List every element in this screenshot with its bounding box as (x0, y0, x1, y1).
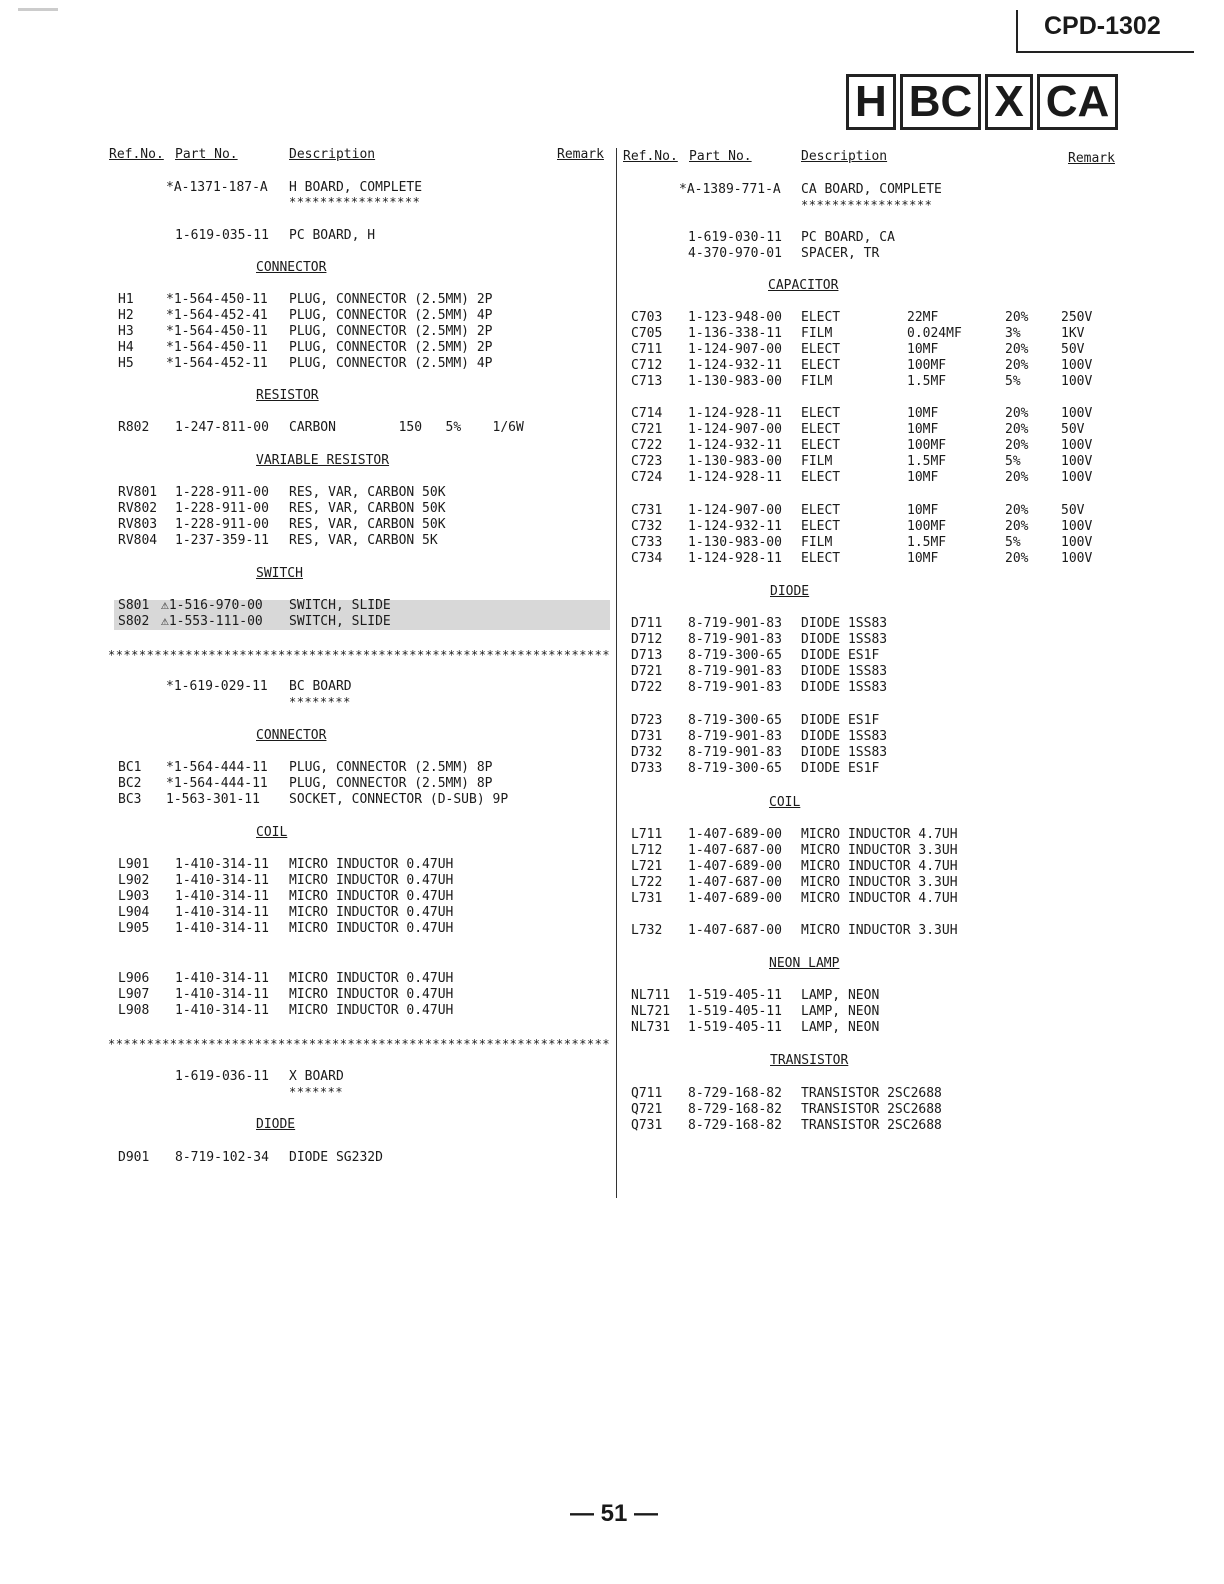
part-number: 1-130-983-00 (688, 454, 782, 469)
ref-number: Q731 (631, 1118, 663, 1133)
part-value: 10MF (907, 551, 939, 566)
part-description: MICRO INDUCTOR 0.47UH (289, 857, 454, 872)
section-title: CAPACITOR (768, 278, 839, 293)
ref-number: L904 (118, 905, 150, 920)
part-value: 10MF (907, 470, 939, 485)
part-voltage: 100V (1061, 535, 1093, 550)
ref-number: L722 (631, 875, 663, 890)
part-voltage: 250V (1061, 310, 1093, 325)
part-type: FILM (801, 374, 833, 389)
part-description: MICRO INDUCTOR 4.7UH (801, 827, 958, 842)
page-number: — 51 — (570, 1500, 659, 1527)
section-title: CONNECTOR (256, 728, 327, 743)
part-number: 1-410-314-11 (175, 987, 269, 1002)
part-type: ELECT (801, 358, 841, 373)
part-tolerance: 20% (1005, 358, 1029, 373)
title-stars: ***************** (289, 195, 421, 209)
part-value: 22MF (907, 310, 939, 325)
ref-number: L907 (118, 987, 150, 1002)
header-description: Description (289, 147, 376, 162)
board-index (846, 74, 1118, 130)
part-type: ELECT (801, 342, 841, 357)
part-description: MICRO INDUCTOR 0.47UH (289, 921, 454, 936)
part-number: 8-719-300-65 (688, 648, 782, 663)
part-number: 1-124-932-11 (688, 438, 782, 453)
part-tolerance: 5% (1005, 535, 1021, 550)
part-description: MICRO INDUCTOR 0.47UH (289, 971, 454, 986)
header-remark: Remark (1068, 151, 1115, 166)
part-description: PLUG, CONNECTOR (2.5MM) 8P (289, 776, 493, 791)
part-description: PLUG, CONNECTOR (2.5MM) 4P (289, 308, 493, 323)
part-voltage: 100V (1061, 406, 1093, 421)
part-number: 1-124-907-00 (688, 422, 782, 437)
ref-number: H1 (118, 292, 134, 307)
part-description: MICRO INDUCTOR 3.3UH (801, 923, 958, 938)
ref-number: NL721 (631, 1004, 671, 1019)
ref-number: Q721 (631, 1102, 663, 1117)
ref-number: D713 (631, 648, 663, 663)
part-tolerance: 20% (1005, 422, 1029, 437)
ref-number: C731 (631, 503, 663, 518)
model-number: CPD-1302 (1044, 12, 1161, 40)
part-number: 1-124-932-11 (688, 358, 782, 373)
ref-number: C703 (631, 310, 663, 325)
part-number: 1-407-687-00 (688, 875, 782, 890)
ref-number: NL731 (631, 1020, 671, 1035)
part-number: 1-407-689-00 (688, 859, 782, 874)
part-description: MICRO INDUCTOR 0.47UH (289, 987, 454, 1002)
ref-number: C705 (631, 326, 663, 341)
part-number: 1-410-314-11 (175, 971, 269, 986)
part-type: ELECT (801, 406, 841, 421)
ref-number: C712 (631, 358, 663, 373)
part-description: PLUG, CONNECTOR (2.5MM) 4P (289, 356, 493, 371)
part-value: 10MF (907, 503, 939, 518)
ref-number: L901 (118, 857, 150, 872)
ref-number: S802 (118, 614, 150, 629)
part-description: PLUG, CONNECTOR (2.5MM) 2P (289, 324, 493, 339)
ref-number: D723 (631, 713, 663, 728)
section-title: DIODE (256, 1117, 296, 1132)
ref-number: L731 (631, 891, 663, 906)
part-description: RES, VAR, CARBON 50K (289, 485, 446, 500)
ref-number: L908 (118, 1003, 150, 1018)
part-number: 1-123-948-00 (688, 310, 782, 325)
part-voltage: 100V (1061, 519, 1093, 534)
scan-mark (18, 8, 58, 11)
board-tag-bc: BC (900, 74, 982, 130)
part-number: 4-370-970-01 (688, 246, 782, 261)
part-description: DIODE ES1F (801, 713, 880, 728)
part-type: FILM (801, 326, 833, 341)
part-number: ⚠1-553-111-00 (161, 614, 263, 629)
part-voltage: 100V (1061, 374, 1093, 389)
part-tolerance: 20% (1005, 406, 1029, 421)
part-description: PC BOARD, H (289, 228, 376, 243)
part-description: MICRO INDUCTOR 0.47UH (289, 889, 454, 904)
part-number: *1-564-450-11 (166, 340, 268, 355)
part-number: 1-247-811-00 (175, 420, 269, 435)
part-description: SWITCH, SLIDE (289, 598, 391, 613)
header-ref: Ref.No. (109, 147, 164, 162)
part-description: SWITCH, SLIDE (289, 614, 391, 629)
part-value: 100MF (907, 438, 947, 453)
part-tolerance: 20% (1005, 310, 1029, 325)
ref-number: RV803 (118, 517, 158, 532)
part-number: 8-719-102-34 (175, 1150, 269, 1165)
part-voltage: 100V (1061, 470, 1093, 485)
part-description: LAMP, NEON (801, 1004, 880, 1019)
part-description: RES, VAR, CARBON 50K (289, 517, 446, 532)
part-type: ELECT (801, 503, 841, 518)
part-number: 1-410-314-11 (175, 873, 269, 888)
model-rule-vertical (1016, 10, 1018, 52)
ref-number: C724 (631, 470, 663, 485)
part-voltage: 100V (1061, 551, 1093, 566)
ref-number: R802 (118, 420, 150, 435)
part-type: ELECT (801, 422, 841, 437)
part-number: *1-564-452-41 (166, 308, 268, 323)
part-number: 8-729-168-82 (688, 1118, 782, 1133)
part-description: TRANSISTOR 2SC2688 (801, 1118, 942, 1133)
part-description: SOCKET, CONNECTOR (D-SUB) 9P (289, 792, 509, 807)
part-number: 1-519-405-11 (688, 1020, 782, 1035)
part-value: 100MF (907, 519, 947, 534)
part-number: *1-564-444-11 (166, 760, 268, 775)
ref-number: D712 (631, 632, 663, 647)
part-number: *A-1389-771-A (679, 182, 781, 197)
part-number: 1-228-911-00 (175, 485, 269, 500)
part-number: 8-719-901-83 (688, 616, 782, 631)
part-number: *A-1371-187-A (166, 180, 268, 195)
part-description: SPACER, TR (801, 246, 880, 261)
part-tolerance: 20% (1005, 503, 1029, 518)
part-number: 1-410-314-11 (175, 889, 269, 904)
part-description: DIODE 1SS83 (801, 616, 888, 631)
part-description: CARBON 150 5% 1/6W (289, 420, 524, 435)
section-title: COIL (256, 825, 288, 840)
part-type: ELECT (801, 438, 841, 453)
ref-number: H5 (118, 356, 134, 371)
ref-number: C714 (631, 406, 663, 421)
part-description: DIODE ES1F (801, 761, 880, 776)
ref-number: C734 (631, 551, 663, 566)
part-description: PLUG, CONNECTOR (2.5MM) 2P (289, 340, 493, 355)
part-number: 1-130-983-00 (688, 535, 782, 550)
part-description: LAMP, NEON (801, 988, 880, 1003)
header-description: Description (801, 149, 888, 164)
part-description: MICRO INDUCTOR 0.47UH (289, 1003, 454, 1018)
separator: ***************************************************************** (108, 1037, 611, 1051)
ref-number: D733 (631, 761, 663, 776)
ref-number: L721 (631, 859, 663, 874)
part-description: MICRO INDUCTOR 3.3UH (801, 843, 958, 858)
section-title: CONNECTOR (256, 260, 327, 275)
part-number: 1-563-301-11 (166, 792, 260, 807)
section-title: NEON LAMP (769, 956, 840, 971)
part-type: ELECT (801, 551, 841, 566)
part-value: 10MF (907, 406, 939, 421)
part-description: DIODE SG232D (289, 1150, 383, 1165)
part-type: ELECT (801, 519, 841, 534)
part-description: MICRO INDUCTOR 3.3UH (801, 875, 958, 890)
part-number: 1-407-687-00 (688, 923, 782, 938)
part-number: 8-719-901-83 (688, 632, 782, 647)
part-tolerance: 20% (1005, 519, 1029, 534)
ref-number: L905 (118, 921, 150, 936)
part-description: DIODE ES1F (801, 648, 880, 663)
part-number: 1-619-036-11 (175, 1069, 269, 1084)
part-description: MICRO INDUCTOR 4.7UH (801, 891, 958, 906)
part-voltage: 50V (1061, 342, 1085, 357)
board-title: X BOARD (289, 1069, 344, 1084)
part-number: 8-719-901-83 (688, 664, 782, 679)
title-stars: ******* (289, 1085, 344, 1099)
part-number: 1-410-314-11 (175, 1003, 269, 1018)
part-number: 1-136-338-11 (688, 326, 782, 341)
part-description: DIODE 1SS83 (801, 664, 888, 679)
ref-number: L903 (118, 889, 150, 904)
part-number: 1-228-911-00 (175, 517, 269, 532)
part-type: FILM (801, 454, 833, 469)
part-number: *1-619-029-11 (166, 679, 268, 694)
part-number: 1-407-689-00 (688, 827, 782, 842)
part-number: 1-410-314-11 (175, 921, 269, 936)
part-number: *1-564-452-11 (166, 356, 268, 371)
ref-number: C722 (631, 438, 663, 453)
part-description: PC BOARD, CA (801, 230, 895, 245)
part-number: 1-237-359-11 (175, 533, 269, 548)
header-part: Part No. (175, 147, 238, 162)
board-title: BC BOARD (289, 679, 352, 694)
part-number: 1-124-928-11 (688, 470, 782, 485)
part-number: 8-719-901-83 (688, 729, 782, 744)
part-description: LAMP, NEON (801, 1020, 880, 1035)
ref-number: L732 (631, 923, 663, 938)
ref-number: RV801 (118, 485, 158, 500)
part-number: 1-124-928-11 (688, 406, 782, 421)
part-number: *1-564-450-11 (166, 324, 268, 339)
ref-number: C713 (631, 374, 663, 389)
board-title: H BOARD, COMPLETE (289, 180, 423, 195)
part-number: 1-619-030-11 (688, 230, 782, 245)
part-value: 1.5MF (907, 454, 947, 469)
part-number: 8-719-901-83 (688, 680, 782, 695)
part-voltage: 100V (1061, 438, 1093, 453)
part-value: 10MF (907, 342, 939, 357)
part-number: *1-564-450-11 (166, 292, 268, 307)
ref-number: C721 (631, 422, 663, 437)
ref-number: D711 (631, 616, 663, 631)
part-type: ELECT (801, 470, 841, 485)
part-voltage: 100V (1061, 454, 1093, 469)
board-tag-ca: CA (1037, 74, 1119, 130)
part-description: PLUG, CONNECTOR (2.5MM) 8P (289, 760, 493, 775)
ref-number: S801 (118, 598, 150, 613)
part-description: RES, VAR, CARBON 5K (289, 533, 438, 548)
part-description: DIODE 1SS83 (801, 680, 888, 695)
separator: ***************************************************************** (108, 648, 611, 662)
part-type: ELECT (801, 310, 841, 325)
part-tolerance: 5% (1005, 374, 1021, 389)
part-voltage: 100V (1061, 358, 1093, 373)
part-number: 8-719-300-65 (688, 713, 782, 728)
ref-number: RV804 (118, 533, 158, 548)
part-number: 8-729-168-82 (688, 1102, 782, 1117)
title-stars: ******** (289, 695, 351, 709)
header-ref: Ref.No. (623, 149, 678, 164)
part-description: MICRO INDUCTOR 4.7UH (801, 859, 958, 874)
ref-number: NL711 (631, 988, 671, 1003)
ref-number: D732 (631, 745, 663, 760)
part-number: 8-719-901-83 (688, 745, 782, 760)
part-value: 1.5MF (907, 535, 947, 550)
ref-number: H4 (118, 340, 134, 355)
part-description: TRANSISTOR 2SC2688 (801, 1086, 942, 1101)
part-description: RES, VAR, CARBON 50K (289, 501, 446, 516)
model-rule-horizontal (1016, 51, 1194, 53)
ref-number: H2 (118, 308, 134, 323)
board-tag-x: X (985, 74, 1032, 130)
header-part: Part No. (689, 149, 752, 164)
part-description: PLUG, CONNECTOR (2.5MM) 2P (289, 292, 493, 307)
part-tolerance: 20% (1005, 470, 1029, 485)
header-remark: Remark (557, 147, 604, 162)
part-description: DIODE 1SS83 (801, 729, 888, 744)
part-number: 1-410-314-11 (175, 857, 269, 872)
section-title: RESISTOR (256, 388, 319, 403)
ref-number: C711 (631, 342, 663, 357)
part-value: 0.024MF (907, 326, 962, 341)
board-tag-h: H (846, 74, 896, 130)
part-number: 1-619-035-11 (175, 228, 269, 243)
section-title: DIODE (770, 584, 810, 599)
part-number: 1-410-314-11 (175, 905, 269, 920)
part-tolerance: 20% (1005, 342, 1029, 357)
ref-number: L712 (631, 843, 663, 858)
ref-number: D901 (118, 1150, 150, 1165)
part-number: 8-719-300-65 (688, 761, 782, 776)
part-voltage: 50V (1061, 422, 1085, 437)
part-number: 1-407-687-00 (688, 843, 782, 858)
part-value: 1.5MF (907, 374, 947, 389)
ref-number: C723 (631, 454, 663, 469)
part-voltage: 50V (1061, 503, 1085, 518)
board-title: CA BOARD, COMPLETE (801, 182, 942, 197)
part-number: ⚠1-516-970-00 (161, 598, 263, 613)
part-value: 10MF (907, 422, 939, 437)
part-number: 8-729-168-82 (688, 1086, 782, 1101)
ref-number: L902 (118, 873, 150, 888)
part-type: FILM (801, 535, 833, 550)
section-title: VARIABLE RESISTOR (256, 453, 390, 468)
part-number: *1-564-444-11 (166, 776, 268, 791)
ref-number: BC3 (118, 792, 142, 807)
part-number: 1-407-689-00 (688, 891, 782, 906)
title-stars: ***************** (801, 198, 933, 212)
ref-number: H3 (118, 324, 134, 339)
part-description: TRANSISTOR 2SC2688 (801, 1102, 942, 1117)
part-tolerance: 20% (1005, 551, 1029, 566)
ref-number: RV802 (118, 501, 158, 516)
part-number: 1-124-928-11 (688, 551, 782, 566)
ref-number: C732 (631, 519, 663, 534)
part-voltage: 1KV (1061, 326, 1085, 341)
section-title: TRANSISTOR (770, 1053, 849, 1068)
ref-number: D731 (631, 729, 663, 744)
ref-number: L711 (631, 827, 663, 842)
part-tolerance: 20% (1005, 438, 1029, 453)
part-number: 1-124-932-11 (688, 519, 782, 534)
ref-number: L906 (118, 971, 150, 986)
ref-number: BC2 (118, 776, 142, 791)
ref-number: D722 (631, 680, 663, 695)
section-title: COIL (769, 795, 801, 810)
part-description: MICRO INDUCTOR 0.47UH (289, 905, 454, 920)
ref-number: BC1 (118, 760, 142, 775)
part-number: 1-519-405-11 (688, 988, 782, 1003)
ref-number: Q711 (631, 1086, 663, 1101)
part-value: 100MF (907, 358, 947, 373)
part-description: MICRO INDUCTOR 0.47UH (289, 873, 454, 888)
part-description: DIODE 1SS83 (801, 745, 888, 760)
ref-number: D721 (631, 664, 663, 679)
part-number: 1-130-983-00 (688, 374, 782, 389)
part-description: DIODE 1SS83 (801, 632, 888, 647)
column-divider (616, 148, 617, 1198)
part-number: 1-124-907-00 (688, 503, 782, 518)
part-number: 1-519-405-11 (688, 1004, 782, 1019)
part-number: 1-124-907-00 (688, 342, 782, 357)
part-tolerance: 5% (1005, 454, 1021, 469)
part-tolerance: 3% (1005, 326, 1021, 341)
ref-number: C733 (631, 535, 663, 550)
section-title: SWITCH (256, 566, 303, 581)
part-number: 1-228-911-00 (175, 501, 269, 516)
